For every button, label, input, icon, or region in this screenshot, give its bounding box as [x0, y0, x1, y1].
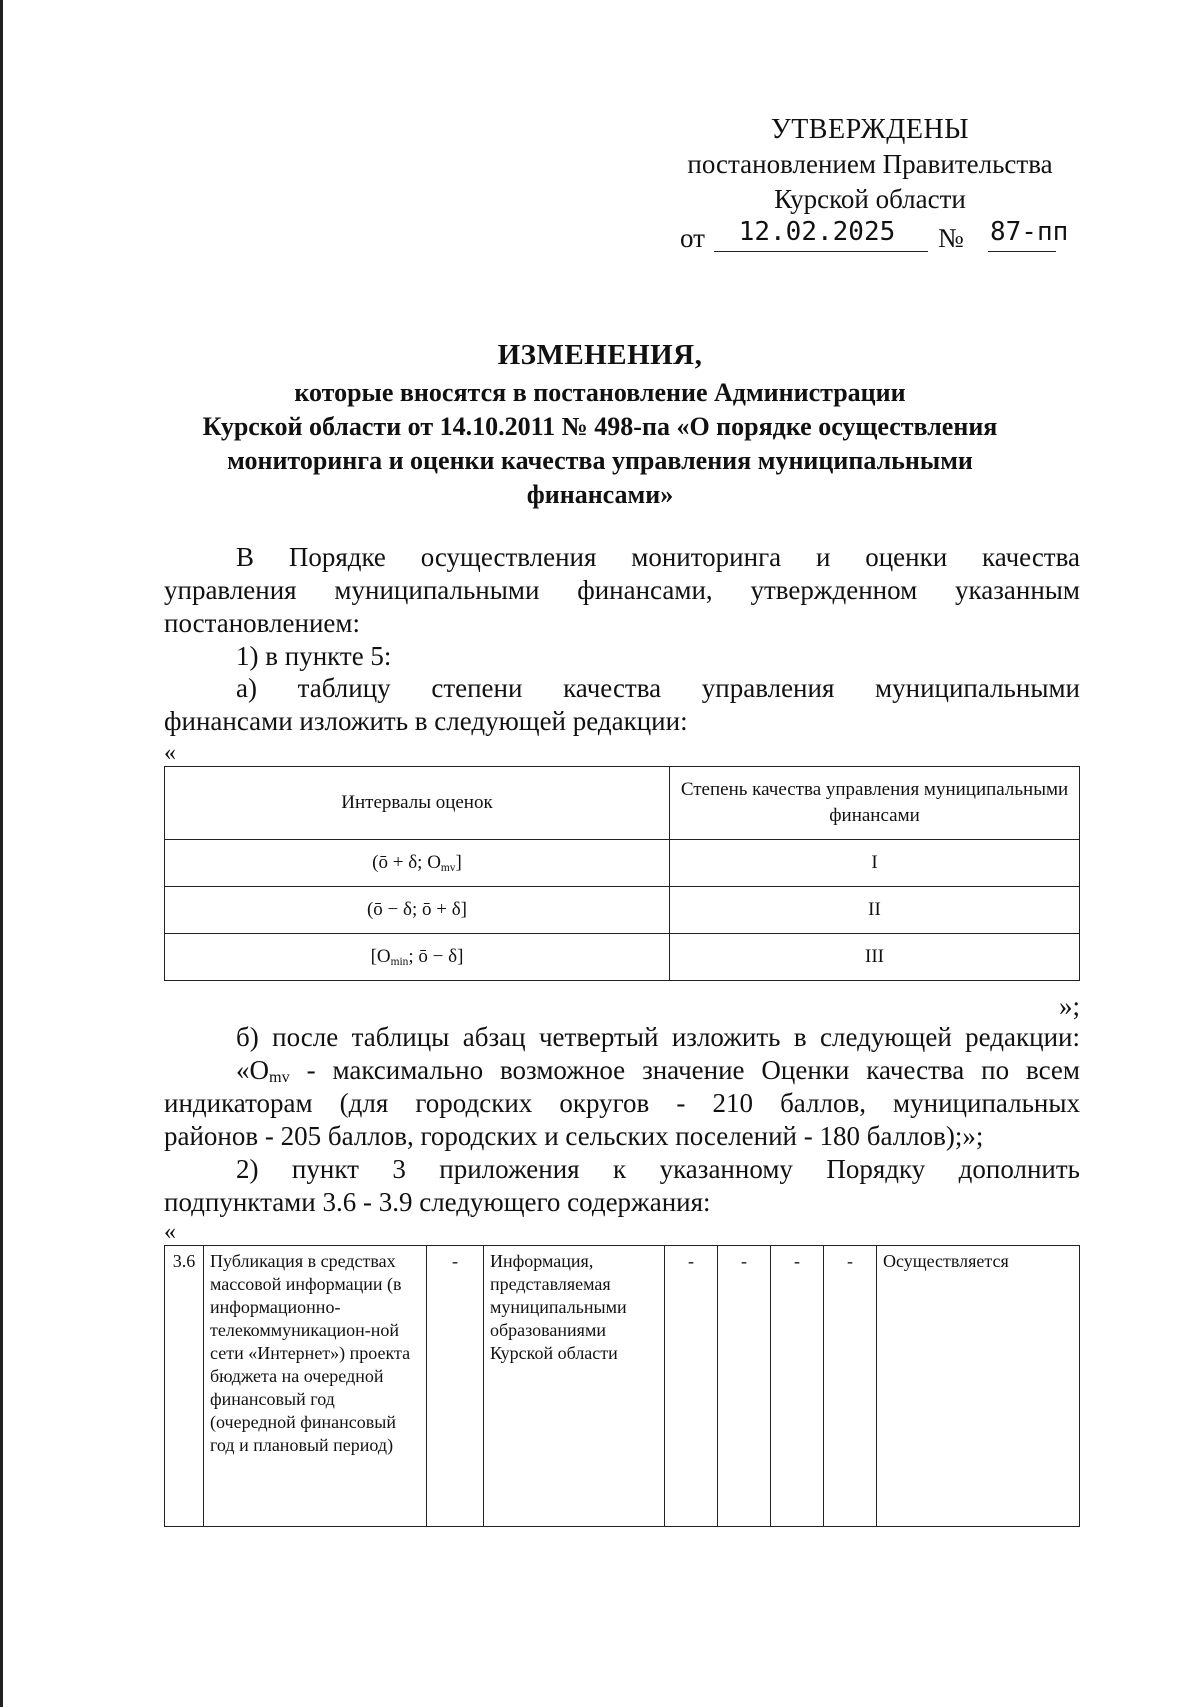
approval-block — [660, 112, 1080, 255]
document-heading — [150, 338, 1050, 512]
approval-date-line — [660, 219, 1080, 255]
omv-symbol: «O — [236, 1055, 269, 1085]
heading-line-4: финансами» — [526, 480, 674, 509]
close-quote-1: »; — [1058, 991, 1080, 1021]
col-5-cell: - — [665, 1246, 718, 1527]
col-8-cell: - — [824, 1246, 877, 1527]
approval-number: 87-пп — [990, 217, 1069, 247]
omv-line-2: индикаторам (для городских округов - 210 баллов, муниципальных — [164, 1088, 1080, 1118]
table-row — [165, 1246, 1080, 1527]
indicator-name: Публикация в средствах массовой информации (в информационно-телекоммуникацион-ной сети «Интернет») проекта бюджета на очередной финансовый год (очередной финансовый год и плановый период) — [204, 1246, 427, 1527]
quality-grade-table — [164, 766, 1080, 981]
item-1b: б) после таблицы абзац четвертый изложить в следующей редакции: — [236, 1022, 1080, 1052]
col-3-cell: - — [427, 1246, 484, 1527]
approval-title: УТВЕРЖДЕНЫ — [770, 114, 970, 145]
open-quote-1: « — [164, 740, 176, 766]
paragraph-1-line-3: постановлением: — [164, 608, 360, 638]
item-2-line-1: 2) пункт 3 приложения к указанному Порядку дополнить — [236, 1154, 1080, 1184]
item-2-line-2: подпунктами 3.6 - 3.9 следующего содержания: — [164, 1187, 711, 1217]
table-row — [165, 934, 1080, 981]
number-label: № — [938, 223, 964, 253]
heading-line-2: Курской области от 14.10.2011 № 498-па «О порядке осуществления — [202, 412, 998, 441]
col-7-cell: - — [771, 1246, 824, 1527]
interval-tail: ; ō − δ] — [408, 946, 464, 967]
interval-cell — [165, 887, 670, 934]
grade-cell: I — [670, 840, 1080, 887]
paragraph-1-line-1: В Порядке осуществления мониторинга и оценки качества — [236, 542, 1080, 572]
table-row — [165, 840, 1080, 887]
interval-subscript: min — [390, 956, 409, 968]
interval-text: [O — [370, 946, 391, 967]
indicators-table — [164, 1245, 1080, 1527]
col-6-cell: - — [718, 1246, 771, 1527]
grade-cell: II — [670, 887, 1080, 934]
heading-line-1: которые вносятся в постановление Администрации — [294, 378, 906, 407]
table-header-row — [165, 767, 1080, 840]
grade-cell: III — [670, 934, 1080, 981]
scan-edge — [0, 0, 3, 1707]
interval-tail: ] — [455, 852, 462, 873]
approval-line-1: постановлением Правительства — [687, 149, 1053, 179]
interval-cell — [165, 934, 670, 981]
header-grade: Степень качества управления муниципальными финансами — [670, 767, 1080, 840]
row-number: 3.6 — [165, 1246, 204, 1527]
open-quote-2: « — [164, 1219, 176, 1245]
heading-title: ИЗМЕНЕНИЯ, — [497, 339, 703, 371]
omv-subscript: mv — [269, 1068, 290, 1086]
from-label: от — [680, 223, 705, 253]
item-1a-line-1: а) таблицу степени качества управления муниципальными — [236, 673, 1080, 703]
date-underline — [714, 251, 928, 252]
interval-text: (ō − δ; ō + δ] — [366, 899, 468, 920]
omv-line-1-text: - максимально возможное значение Оценки качества по всем — [289, 1055, 1080, 1085]
approval-date: 12.02.2025 — [738, 217, 896, 247]
interval-subscript: mv — [440, 862, 456, 874]
interval-text: (ō + δ; O — [372, 852, 441, 873]
interval-cell — [165, 840, 670, 887]
heading-line-3: мониторинга и оценки качества управления муниципальными — [227, 446, 973, 475]
number-underline — [988, 251, 1056, 252]
item-1a-line-2: финансами изложить в следующей редакции: — [164, 706, 688, 736]
paragraph-1-line-2: управления муниципальными финансами, утвержденном указанным — [164, 575, 1080, 605]
info-source: Информация, представляемая муниципальными образованиями Курской области — [484, 1246, 665, 1527]
item-1: 1) в пункте 5: — [236, 641, 392, 671]
status-cell: Осуществляется — [877, 1246, 1080, 1527]
header-intervals: Интервалы оценок — [165, 767, 670, 840]
table-row — [165, 887, 1080, 934]
approval-line-2: Курской области — [774, 184, 966, 214]
omv-line-3: районов - 205 баллов, городских и сельских поселений - 180 баллов);»; — [164, 1121, 984, 1151]
